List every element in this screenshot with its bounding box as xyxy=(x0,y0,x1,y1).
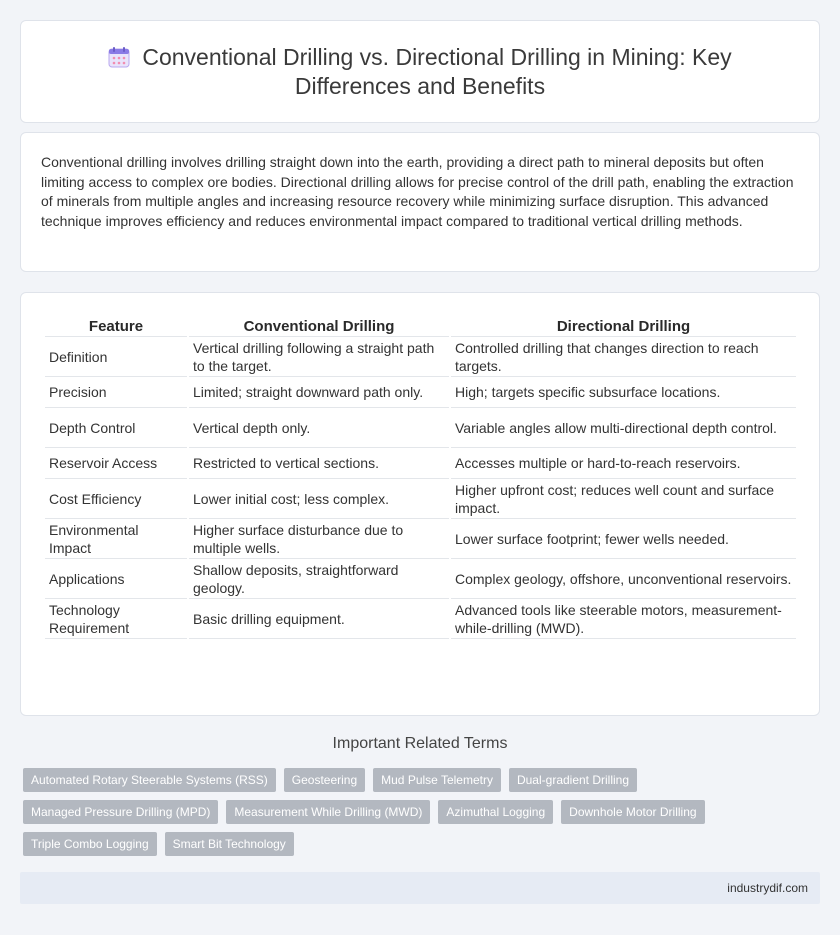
conventional-cell: Vertical drilling following a straight path to the target. xyxy=(189,337,449,377)
directional-cell: Accesses multiple or hard-to-reach reservoirs. xyxy=(451,448,796,479)
directional-cell: Higher upfront cost; reduces well count and surface impact. xyxy=(451,479,796,519)
conventional-cell: Restricted to vertical sections. xyxy=(189,448,449,479)
tag-mwd[interactable]: Measurement While Drilling (MWD) xyxy=(226,800,430,824)
related-terms-tags xyxy=(23,768,813,864)
header-feature: Feature xyxy=(45,313,187,337)
feature-cell: Reservoir Access xyxy=(45,448,187,479)
tag-geosteering[interactable]: Geosteering xyxy=(284,768,365,792)
conventional-cell: Vertical depth only. xyxy=(189,408,449,448)
table-row xyxy=(45,448,796,479)
tag-azimuthal-logging[interactable]: Azimuthal Logging xyxy=(438,800,553,824)
tag-dual-gradient-drilling[interactable]: Dual-gradient Drilling xyxy=(509,768,637,792)
table-row xyxy=(45,519,796,559)
directional-cell: Advanced tools like steerable motors, measurement-while-drilling (MWD). xyxy=(451,599,796,639)
table-row xyxy=(45,377,796,408)
feature-cell: Depth Control xyxy=(45,408,187,448)
table-row xyxy=(45,559,796,599)
footer-site[interactable]: industrydif.com xyxy=(727,881,808,895)
footer xyxy=(20,872,820,904)
intro-paragraph: Conventional drilling involves drilling straight down into the earth, providing a direct path to mineral deposits but often limiting access to complex ore bodies. Directional drilling allows for precise control of the drill path, enabling the extraction of minerals from multiple angles and increasing resource recovery while minimizing surface disruption. This advanced technique improves efficiency and reduces environmental impact compared to traditional vertical drilling methods. xyxy=(41,154,794,229)
directional-cell: Lower surface footprint; fewer wells needed. xyxy=(451,519,796,559)
calendar-icon xyxy=(108,46,130,68)
directional-cell: Controlled drilling that changes direction to reach targets. xyxy=(451,337,796,377)
tag-smart-bit-technology[interactable]: Smart Bit Technology xyxy=(165,832,294,856)
table-row xyxy=(45,599,796,639)
title-card xyxy=(20,20,820,123)
table-row xyxy=(45,479,796,519)
feature-cell: Technology Requirement xyxy=(45,599,187,639)
intro-card xyxy=(20,132,820,272)
feature-cell: Environmental Impact xyxy=(45,519,187,559)
header-directional: Directional Drilling xyxy=(451,313,796,337)
directional-cell: Variable angles allow multi-directional depth control. xyxy=(451,408,796,448)
tag-triple-combo-logging[interactable]: Triple Combo Logging xyxy=(23,832,157,856)
conventional-cell: Shallow deposits, straightforward geology. xyxy=(189,559,449,599)
tag-mud-pulse-telemetry[interactable]: Mud Pulse Telemetry xyxy=(373,768,501,792)
feature-cell: Precision xyxy=(45,377,187,408)
feature-cell: Applications xyxy=(45,559,187,599)
table-row xyxy=(45,408,796,448)
page-title xyxy=(21,43,819,101)
table-row xyxy=(45,337,796,377)
tag-downhole-motor-drilling[interactable]: Downhole Motor Drilling xyxy=(561,800,704,824)
feature-cell: Cost Efficiency xyxy=(45,479,187,519)
tag-rss[interactable]: Automated Rotary Steerable Systems (RSS) xyxy=(23,768,276,792)
feature-cell: Definition xyxy=(45,337,187,377)
related-terms-heading: Important Related Terms xyxy=(332,735,508,752)
directional-cell: High; targets specific subsurface locations. xyxy=(451,377,796,408)
tag-mpd[interactable]: Managed Pressure Drilling (MPD) xyxy=(23,800,218,824)
conventional-cell: Limited; straight downward path only. xyxy=(189,377,449,408)
comparison-table xyxy=(43,313,798,639)
comparison-card xyxy=(20,292,820,716)
conventional-cell: Lower initial cost; less complex. xyxy=(189,479,449,519)
conventional-cell: Basic drilling equipment. xyxy=(189,599,449,639)
directional-cell: Complex geology, offshore, unconventional reservoirs. xyxy=(451,559,796,599)
title-text: Conventional Drilling vs. Directional Drilling in Mining: Key Differences and Benefits xyxy=(142,44,732,99)
header-conventional: Conventional Drilling xyxy=(189,313,449,337)
conventional-cell: Higher surface disturbance due to multiple wells. xyxy=(189,519,449,559)
